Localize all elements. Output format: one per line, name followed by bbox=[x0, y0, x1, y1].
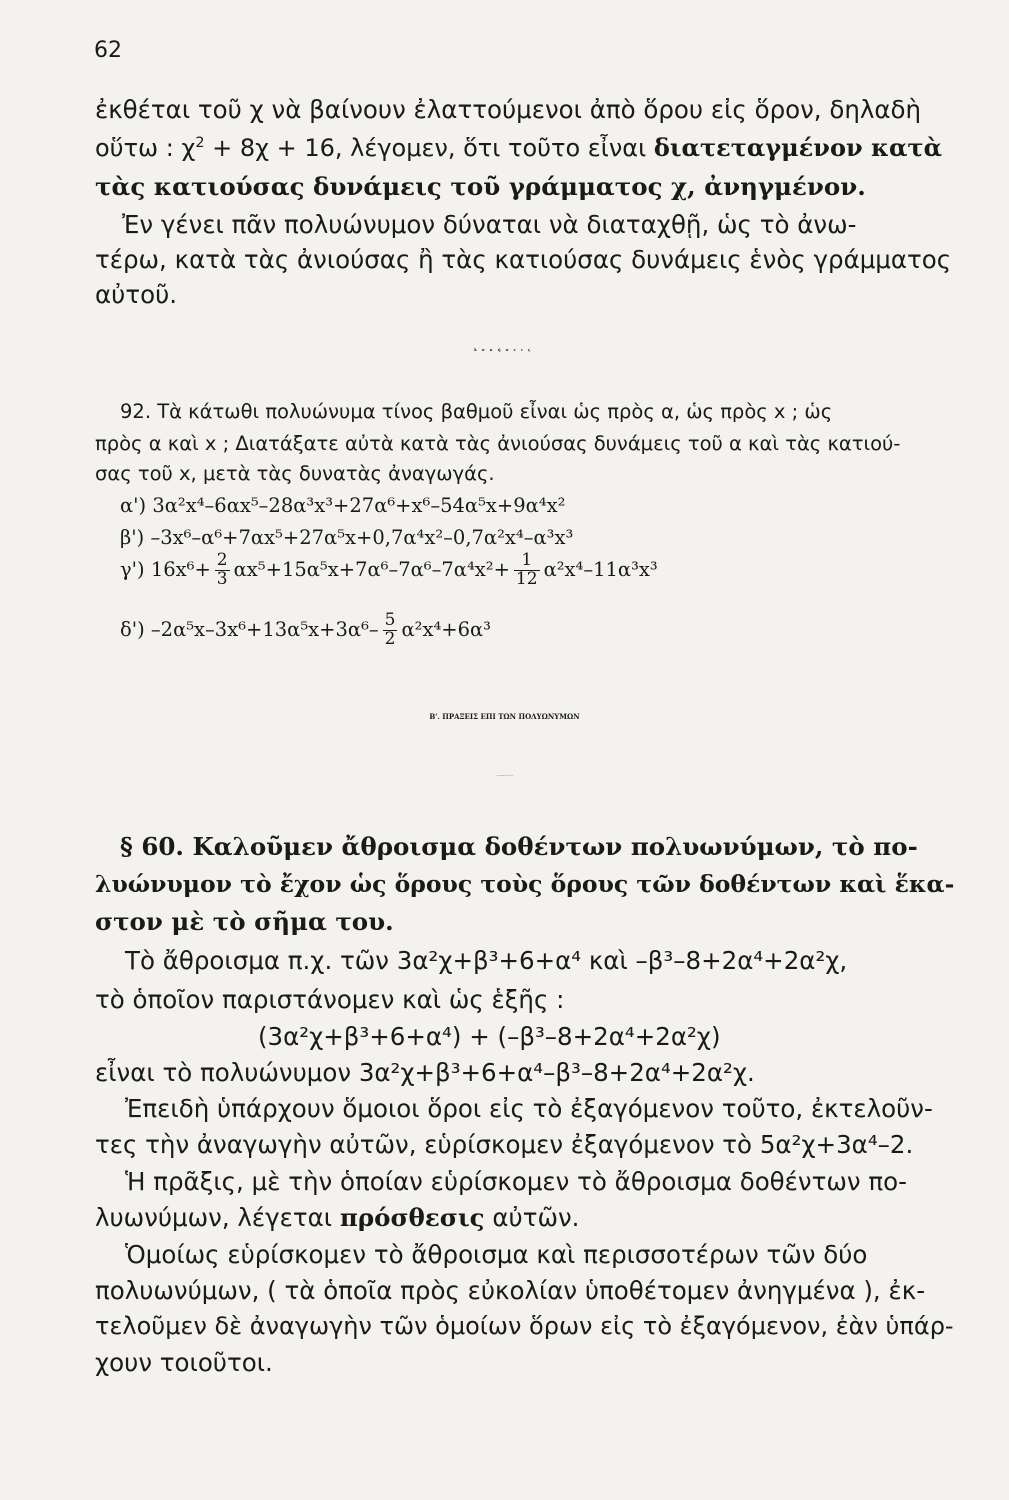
body-line-11: τελοῦμεν δὲ ἀναγωγὴν τῶν ὁμοίων ὅρων εἰς τὸ ἐξαγόμενον, ἐὰν ὑπάρ- bbox=[95, 1312, 954, 1340]
intro-line-4: Ἐν γένει πᾶν πολυώνυμον δύναται νὰ διαταχθῇ, ὡς τὸ ἀνω- bbox=[122, 210, 857, 239]
body-line-10: πολυωνύμων, ( τὰ ὁποῖα πρὸς εὐκολίαν ὑποθέτομεν ἀνηγμένα ), ἐκ- bbox=[95, 1276, 926, 1305]
section-b-title: Β'. ΠΡΑΞΕΙΣ ΕΠΙ ΤΩΝ ΠΟΛΥΩΝΥΜΩΝ bbox=[429, 712, 580, 721]
exercise-b: β') –3x⁶–α⁶+7αx⁵+27α⁵x+0,7α⁴x²–0,7α²x⁴–α³x³ bbox=[120, 526, 574, 549]
intro-line-2: οὕτω : $\chi^2 + 8\chi + 16$, λέγομεν, ὅτι τοῦτο εἶναι διατεταγμένον κατὰ bbox=[95, 133, 943, 162]
bold-term-addition: πρόσθεσις bbox=[339, 1203, 485, 1232]
exercise-d: δ') –2α⁵x–3x⁶+13α⁵x+3α⁶– $\frac{5}{2}$ α²x⁴+6α³ bbox=[120, 610, 491, 649]
para-60-line-1: § 60. Καλοῦμεν ἄθροισμα δοθέντων πολυωνύμων, τὸ πο- bbox=[120, 832, 918, 861]
page-number: 62 bbox=[94, 38, 122, 63]
body-line-5: Ἐπειδὴ ὑπάρχουν ὅμοιοι ὅροι εἰς τὸ ἐξαγόμενον τοῦτο, ἐκτελοῦν- bbox=[125, 1094, 933, 1123]
intro-line-1: ἐκθέται τοῦ χ νὰ βαίνουν ἐλαττούμενοι ἀπὸ ὅρου εἰς ὅρον, δηλαδὴ bbox=[95, 95, 922, 124]
body-line-4: εἶναι τὸ πολυώνυμον 3α²χ+β³+6+α⁴–β³–8+2α⁴+2α²χ. bbox=[95, 1058, 755, 1087]
body-line-3: (3α²χ+β³+6+α⁴) + (–β³–8+2α⁴+2α²χ) bbox=[258, 1022, 721, 1051]
body-line-9: Ὁμοίως εὑρίσκομεν τὸ ἄθροισμα καὶ περισσοτέρων τῶν δύο bbox=[125, 1240, 868, 1269]
body-line-7: Ἡ πρᾶξις, μὲ τὴν ὁποίαν εὑρίσκομεν τὸ ἄθροισμα δοθέντων πο- bbox=[125, 1167, 907, 1196]
body-line-2: τὸ ὁποῖον παριστάνομεν καὶ ὡς ἑξῆς : bbox=[95, 985, 565, 1014]
exercise-92-line-2: πρὸς α καὶ x ; Διατάξατε αὐτὰ κατὰ τὰς ἀνιούσας δυνάμεις τοῦ α καὶ τὰς κατιού- bbox=[95, 432, 901, 455]
exercise-92-line-3: σας τοῦ x, μετὰ τὰς δυνατὰς ἀναγωγάς. bbox=[95, 462, 495, 485]
exercises-title: Ἀσκήσεις bbox=[473, 347, 536, 352]
exercise-a: α') 3α²x⁴–6αx⁵–28α³x³+27α⁶+x⁶–54α⁵x+9α⁴x² bbox=[120, 494, 566, 517]
intro-line-3: τὰς κατιούσας δυνάμεις τοῦ γράμματος χ, ἀνηγμένον. bbox=[95, 172, 866, 201]
body-line-6: τες τὴν ἀναγωγὴν αὐτῶν, εὑρίσκομεν ἐξαγόμενον τὸ 5α²χ+3α⁴–2. bbox=[95, 1130, 914, 1159]
exercise-c: γ') 16x⁶+ $\frac{2}{3}$ αx⁵+15α⁵x+7α⁶–7α⁶–7α⁴x²+ $\frac{1}{12}$ α²x⁴–11α³x³ bbox=[120, 550, 658, 589]
body-line-12: χουν τοιοῦτοι. bbox=[95, 1348, 273, 1377]
para-60-line-2: λυώνυμον τὸ ἔχον ὡς ὅρους τοὺς ὅρους τῶν δοθέντων καὶ ἕκα- bbox=[95, 870, 955, 898]
exercise-92-line-1: 92. Τὰ κάτωθι πολυώνυμα τίνος βαθμοῦ εἶναι ὡς πρὸς α, ὡς πρὸς x ; ὡς bbox=[120, 400, 833, 423]
para-60-line-3: στον μὲ τὸ σῆμα του. bbox=[95, 907, 394, 936]
bold-term-arranged: διατεταγμένον κατὰ bbox=[653, 133, 943, 162]
subsection-1-title: 1. ΠΡΟΣΘΕΣΙΣ ΠΟΛΥΩΝΥΜΩΝ bbox=[495, 776, 514, 777]
body-line-8: λυωνύμων, λέγεται πρόσθεσις αὐτῶν. bbox=[95, 1203, 580, 1232]
intro-line-5: τέρω, κατὰ τὰς ἀνιούσας ἢ τὰς κατιούσας δυνάμεις ἑνὸς γράμματος bbox=[95, 245, 952, 274]
body-line-1: Τὸ ἄθροισμα π.χ. τῶν 3α²χ+β³+6+α⁴ καὶ –β³–8+2α⁴+2α²χ, bbox=[125, 946, 848, 975]
intro-line-6: αὐτοῦ. bbox=[95, 280, 178, 309]
